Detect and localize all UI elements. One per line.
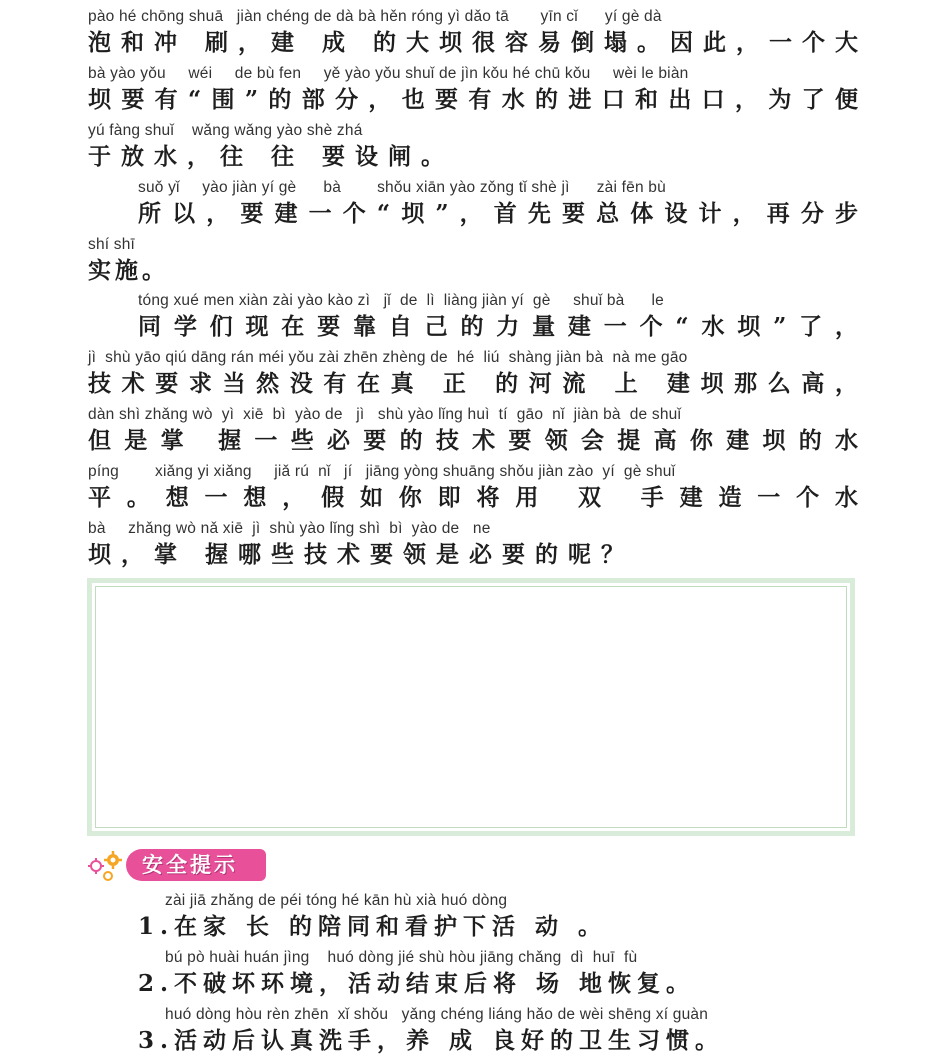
answer-box-inner-border — [95, 586, 847, 828]
safety-pinyin-2: bú pò huài huán jìng huó dòng jié shù hòu jiāng chǎng dì huī fù — [165, 949, 638, 966]
pinyin-line-6: tóng xué men xiàn zài yào kào zì jǐ de lì liàng jiàn yí gè shuǐ bà le — [138, 292, 664, 309]
safety-pinyin-1: zài jiā zhǎng de péi tóng hé kān hù xià huó dòng — [165, 892, 508, 909]
text-line-6: 同学们现在要靠自己的力量建一个“水坝”了， — [138, 313, 858, 340]
safety-item-3: 3.活动后认真洗手，养 成 良好的卫生习惯。 — [138, 1027, 725, 1054]
gears-icon — [86, 850, 130, 884]
safety-tips-banner — [126, 849, 266, 881]
pinyin-line-4: suǒ yǐ yào jiàn yí gè bà shǒu xiān yào zǒng tǐ shè jì zài fēn bù — [138, 179, 666, 196]
safety-item-2: 2.不破坏环境，活动结束后将 场 地恢复。 — [138, 970, 696, 997]
text-line-2: 坝要有“围”的部分，也要有水的进口和出口，为了便 — [88, 86, 858, 113]
safety-tips-title: 安全提示 — [142, 853, 238, 877]
pinyin-line-1: pào hé chōng shuā jiàn chéng de dà bà hěn róng yì dǎo tā yīn cǐ yí gè dà — [88, 8, 662, 25]
pinyin-line-2: bà yào yǒu wéi de bù fen yě yào yǒu shuǐ de jìn kǒu hé chū kǒu wèi le biàn — [88, 65, 689, 82]
pinyin-line-10: bà zhǎng wò nǎ xiē jì shù yào lǐng shì bì yào de ne — [88, 520, 491, 537]
text-line-3: 于放水，往 往 要设闸。 — [88, 143, 455, 170]
text-line-10: 坝，掌 握哪些技术要领是必要的呢？ — [88, 541, 635, 568]
text-line-5: 实施。 — [88, 257, 169, 284]
text-line-7: 技术要求当然没有在真 正 的河流 上 建坝那么高， — [88, 370, 858, 397]
pinyin-line-5: shí shī — [88, 236, 136, 253]
text-line-1: 泡和冲 刷，建 成 的大坝很容易倒塌。因此，一个大 — [88, 29, 858, 56]
safety-item-1: 1.在家 长 的陪同和看护下活 动 。 — [138, 913, 608, 940]
text-line-4: 所以，要建一个“坝”，首先要总体设计，再分步 — [138, 200, 858, 227]
pinyin-line-7: jì shù yāo qiú dāng rán méi yǒu zài zhēn zhèng de hé liú shàng jiàn bà nà me gāo — [88, 349, 688, 366]
pinyin-line-9: píng xiǎng yi xiǎng jiǎ rú nǐ jí jiāng yòng shuāng shǒu jiàn zào yí gè shuǐ — [88, 463, 676, 480]
answer-box[interactable] — [87, 578, 855, 836]
safety-pinyin-3: huó dòng hòu rèn zhēn xǐ shǒu yǎng chéng liáng hǎo de wèi shēng xí guàn — [165, 1006, 709, 1023]
pinyin-line-3: yú fàng shuǐ wǎng wǎng yào shè zhá — [88, 122, 363, 139]
text-line-8: 但是掌 握一些必要的技术要领会提高你建坝的水 — [88, 427, 858, 454]
pinyin-line-8: dàn shì zhǎng wò yì xiē bì yào de jì shù yào lǐng huì tí gāo nǐ jiàn bà de shuǐ — [88, 406, 682, 423]
text-line-9: 平。想一想，假如你即将用 双 手建造一个水 — [88, 484, 858, 511]
